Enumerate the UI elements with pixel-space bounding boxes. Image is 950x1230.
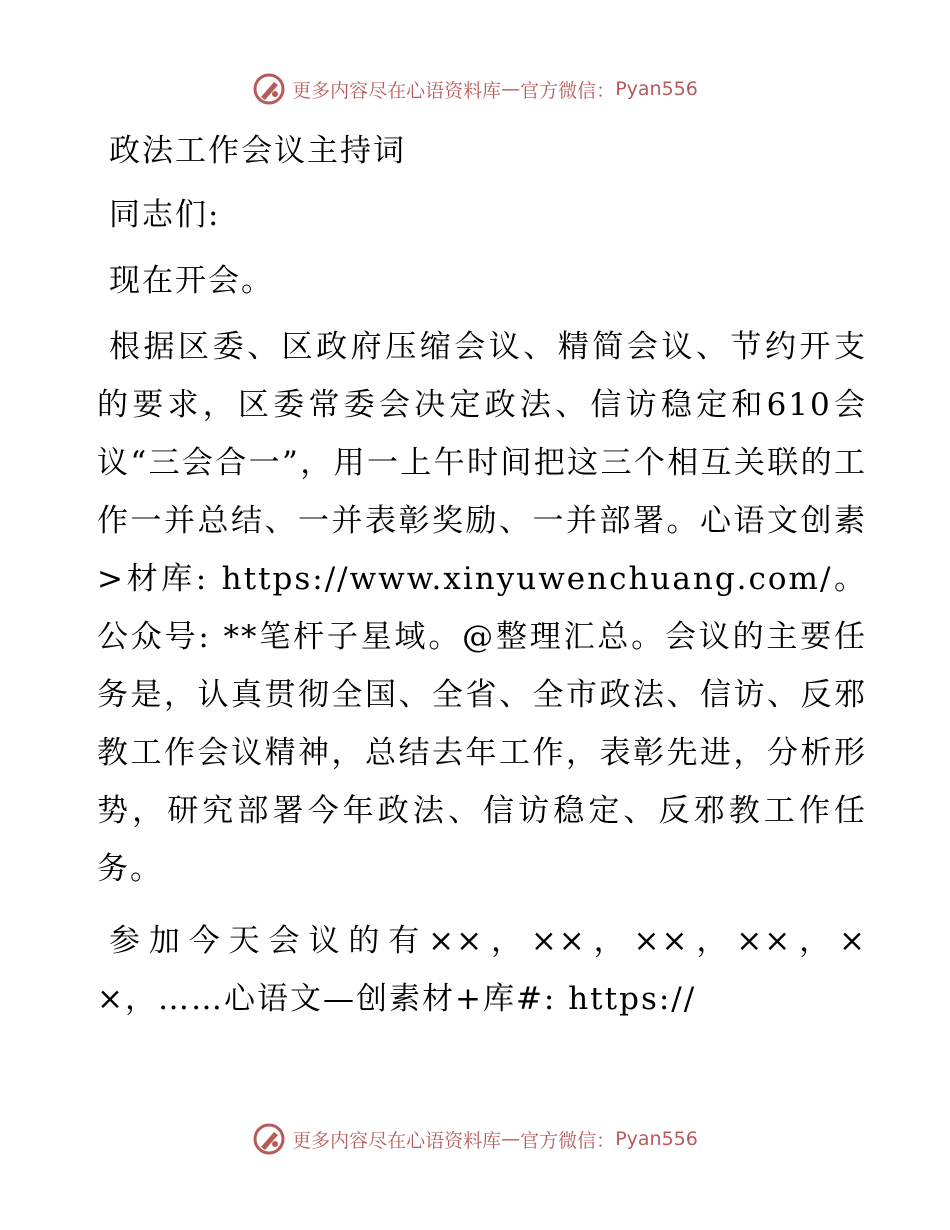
banner-separator: — [501, 78, 521, 100]
paragraph-2: 参加今天会议的有××，××，××，××，××，……心语文—创素材+库#: https:// [97, 923, 867, 1017]
document-title: 政法工作会议主持词 [109, 133, 406, 169]
paragraph-1: 根据区委、区政府压缩会议、精简会议、节约开支的要求，区委常委会决定政法、信访稳定和610会议“三会合一”，用一上午时间把这三个相互关联的工作一并总结、一并表彰奖励、一并部署。心语文创素>材库: https://www.xinyuwenchuang.com/。公众号: **笔杆子星域。@整理汇总。会议的主要任务是，认真贯彻全国、全省、全市政法、信访、反邪教工作会议精神，总结去年工作，表彰先进，分析形势，研究部署今年政法、信访稳定、反邪教工作任务。 [97, 329, 867, 887]
banner-handle: Pyan556 [615, 1128, 698, 1150]
document-body [97, 122, 867, 1028]
banner-official: 官方微信： [520, 1129, 616, 1152]
banner-handle: Pyan556 [615, 78, 698, 100]
header-watermark [0, 72, 950, 106]
pen-logo-icon [252, 72, 286, 106]
footer-watermark [0, 1122, 950, 1156]
banner-text: 更多内容尽在心语资料库 [292, 79, 502, 102]
greeting: 同志们: [109, 197, 221, 233]
banner-text: 更多内容尽在心语资料库 [292, 1129, 502, 1152]
opening-line: 现在开会。 [109, 263, 274, 299]
banner-separator: — [501, 1128, 521, 1150]
pen-logo-icon [252, 1122, 286, 1156]
banner-official: 官方微信： [520, 79, 616, 102]
